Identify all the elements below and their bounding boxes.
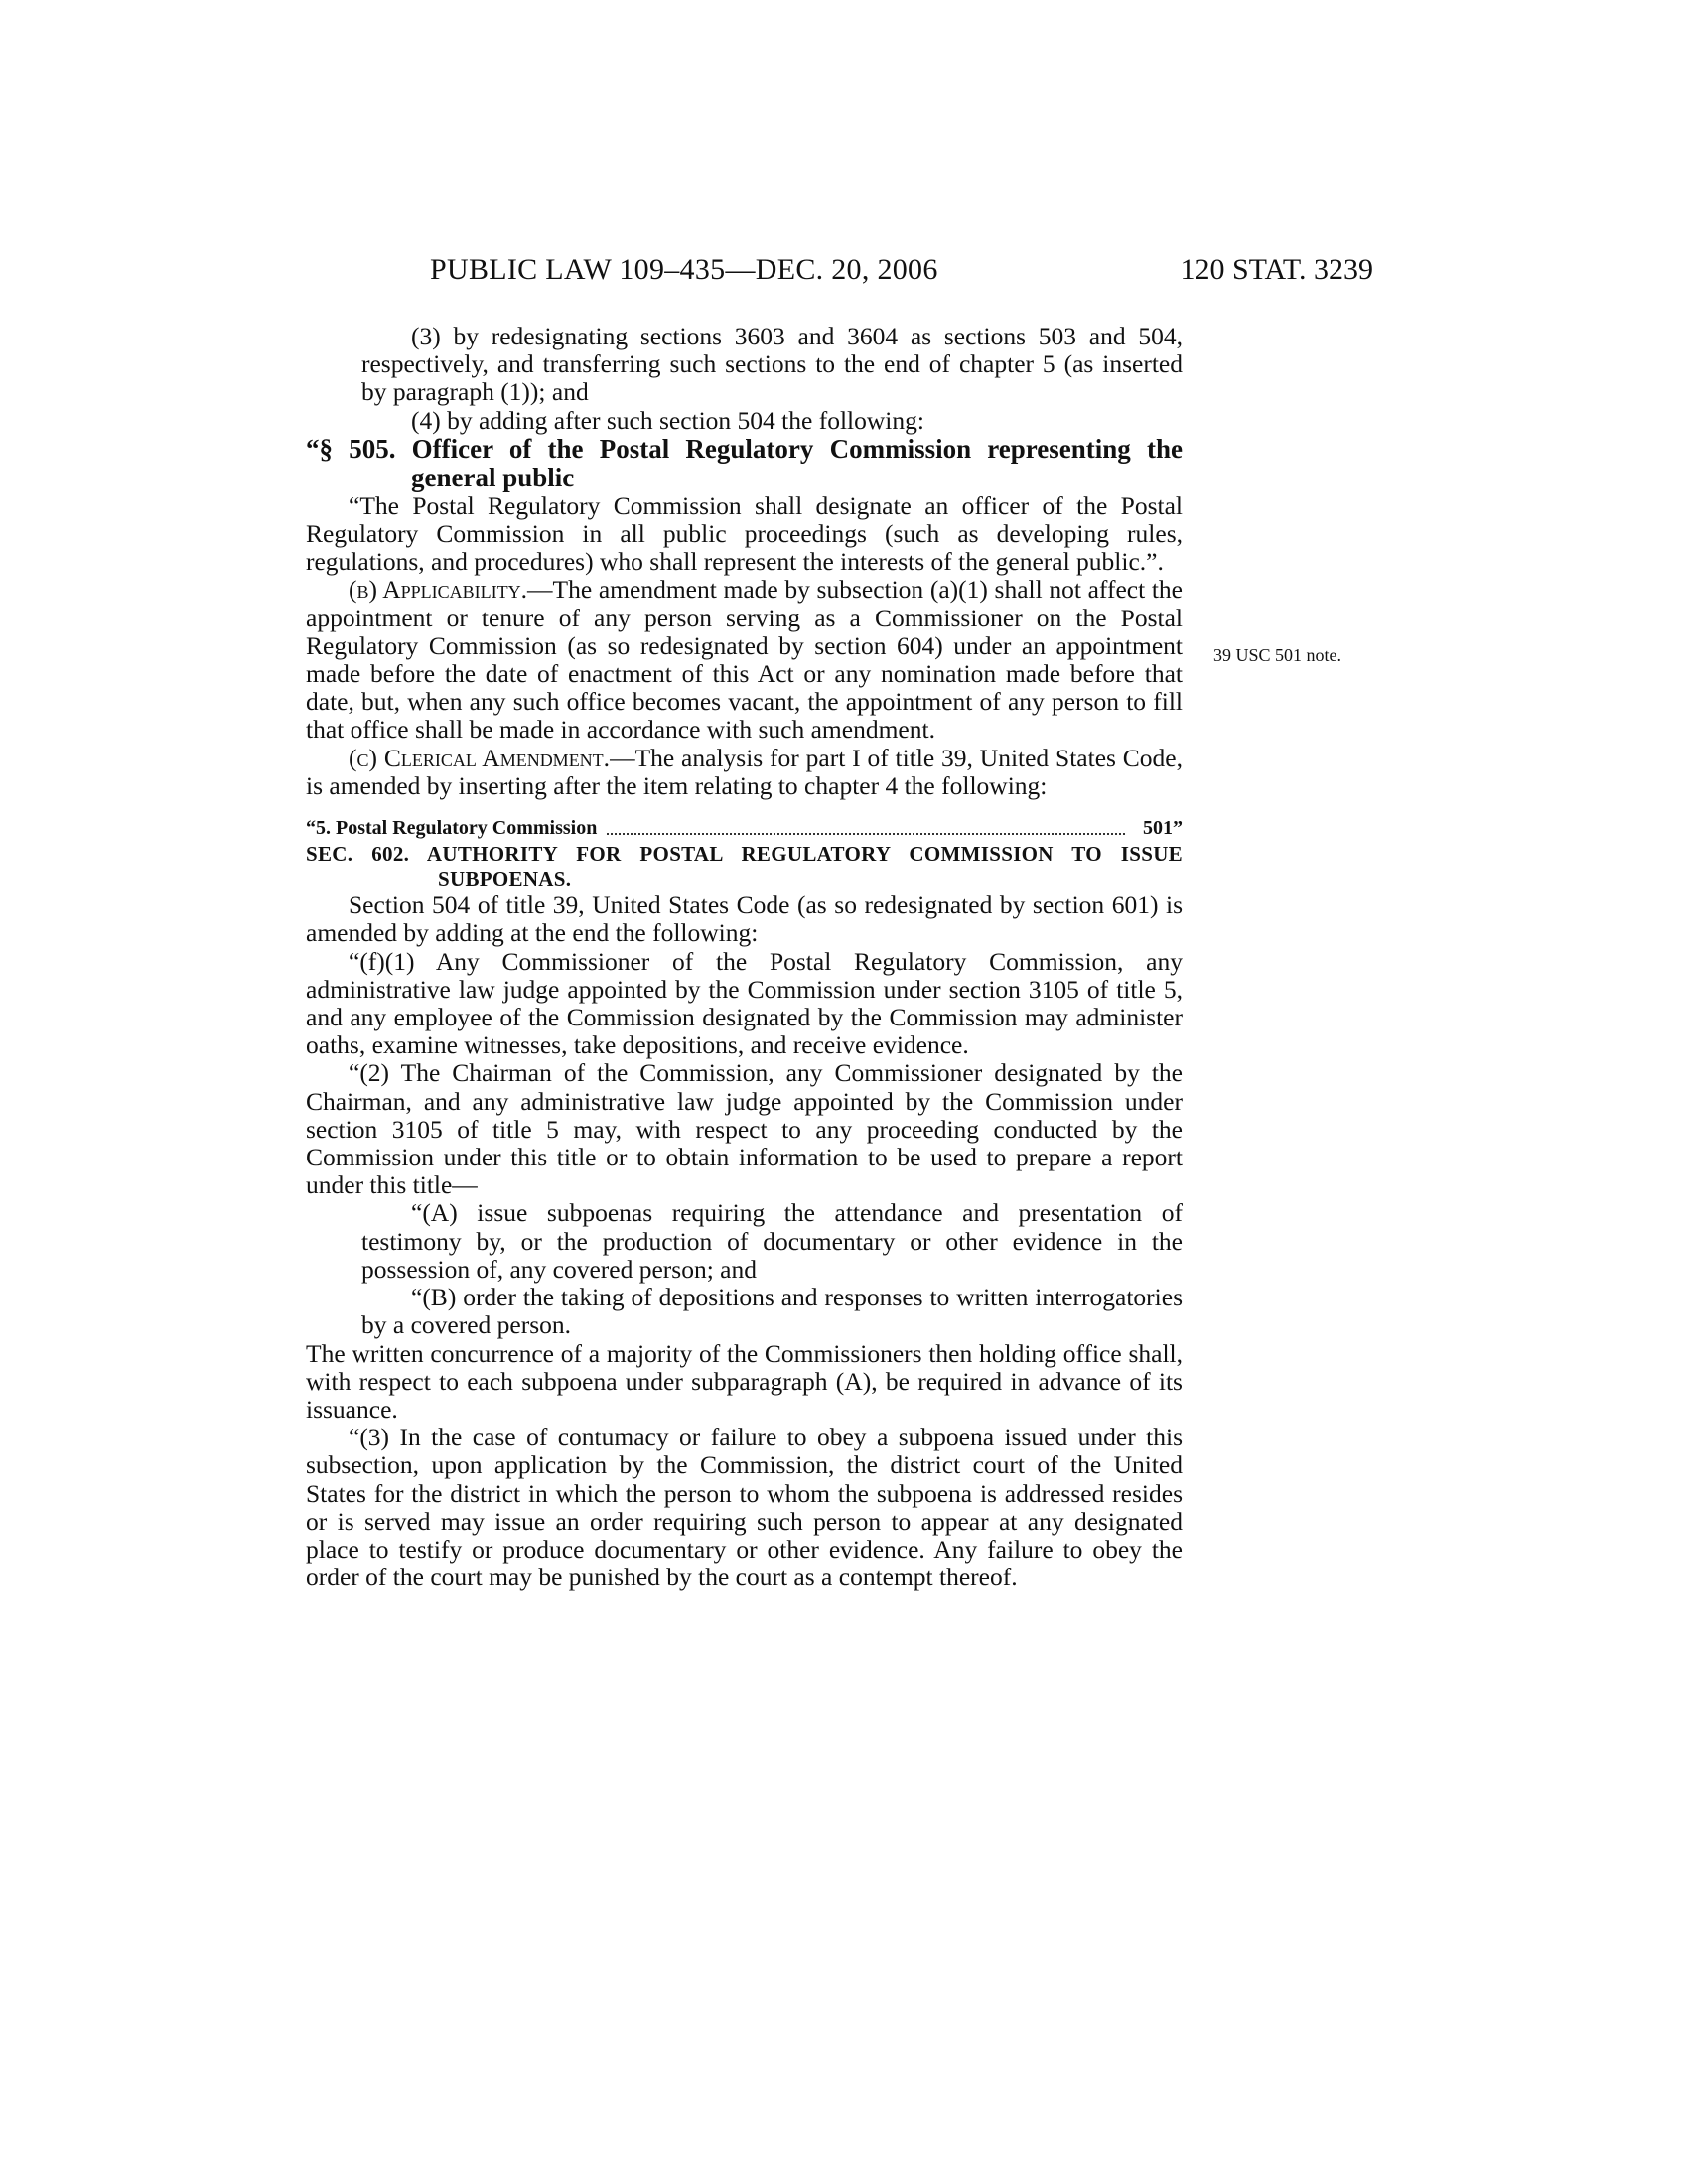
applicability-paragraph	[306, 576, 1183, 744]
table-of-contents-entry	[306, 814, 1183, 842]
subparagraph-b: “(B) order the taking of depositions and responses to written interrogatories by a covered person.	[361, 1283, 1183, 1340]
applicability-label: (b) Applicability.	[349, 575, 528, 605]
applicability-text: —The amendment made by subsection (a)(1) shall not affect the appointment or tenure of any person serving as a Commissioner on the Postal Regulatory Commission (as so redesignated by section 604) under an appointment made before the date of enactment of this Act or any nomination made before that date, but, when any such office becomes vacant, the appointment of any person to fill that office shall be made in accordance with such amendment.	[306, 575, 1183, 745]
paragraph-3: (3) by redesignating sections 3603 and 3604 as sections 503 and 504, respectively, and transferring such sections to the end of chapter 5 (as inserted by paragraph (1)); and	[361, 322, 1183, 407]
concurrence-paragraph: The written concurrence of a majority of the Commissioners then holding office shall, with respect to each subpoena under subparagraph (A), be required in advance of its issuance.	[306, 1338, 1183, 1424]
clerical-amendment-paragraph	[306, 745, 1183, 800]
section-505-heading: “§ 505. Officer of the Postal Regulatory Commission representing the general public	[306, 433, 1183, 492]
body-column	[306, 323, 1183, 1591]
page-header	[0, 253, 1688, 293]
toc-leader-dots	[607, 814, 1125, 835]
section-505-text: “The Postal Regulatory Commission shall designate an officer of the Postal Regulatory Commission in all public proceedings (such as developing rules, regulations, and procedures) who shall represent the interests of the general public.”.	[306, 490, 1183, 577]
toc-label: “5. Postal Regulatory Commission	[306, 817, 598, 840]
margin-note: 39 USC 501 note.	[1213, 645, 1342, 665]
section-602-heading: SEC. 602. AUTHORITY FOR POSTAL REGULATORY COMMISSION TO ISSUE SUBPOENAS.	[306, 842, 1183, 891]
paragraph-4: (4) by adding after such section 504 the following:	[411, 405, 924, 435]
subsection-f1: “(f)(1) Any Commissioner of the Postal Regulatory Commission, any administrative law judge appointed by the Commission under section 3105 of title 5, and any employee of the Commission designated by the Commission may administer oaths, examine witnesses, take depositions, and receive evidence.	[306, 946, 1183, 1060]
subsection-f2: “(2) The Chairman of the Commission, any Commissioner designated by the Chairman, and any administrative law judge appointed by the Commission under section 3105 of title 5 may, with respect to any proceeding conducted by the Commission under this title or to obtain information to be used to prepare a report under this title—	[306, 1058, 1183, 1200]
subsection-f3: “(3) In the case of contumacy or failure to obey a subpoena issued under this subsection, upon application by the Commission, the district court of the United States for the district in which the person to whom the subpoena is addressed resides or is served may issue an order requiring such person to appear at any designated place to testify or produce documentary or other evidence. Any failure to obey the order of the court may be punished by the court as a contempt thereof.	[306, 1423, 1183, 1592]
running-title: PUBLIC LAW 109–435—DEC. 20, 2006	[430, 253, 938, 286]
clerical-amendment-label: (c) Clerical Amendment.	[349, 743, 611, 772]
clerical-amendment-text: —The analysis for part I of title 39, United States Code, is amended by inserting after the item relating to chapter 4 the following:	[306, 743, 1183, 800]
statute-page-number: 120 STAT. 3239	[1180, 253, 1373, 286]
subparagraph-a: “(A) issue subpoenas requiring the attendance and presentation of testimony by, or the production of documentary or other evidence in the possession of, any covered person; and	[361, 1198, 1183, 1284]
toc-number: 501”	[1143, 817, 1183, 840]
section-602-intro: Section 504 of title 39, United States Code (as so redesignated by section 601) is amended by adding at the end the following:	[306, 890, 1183, 948]
